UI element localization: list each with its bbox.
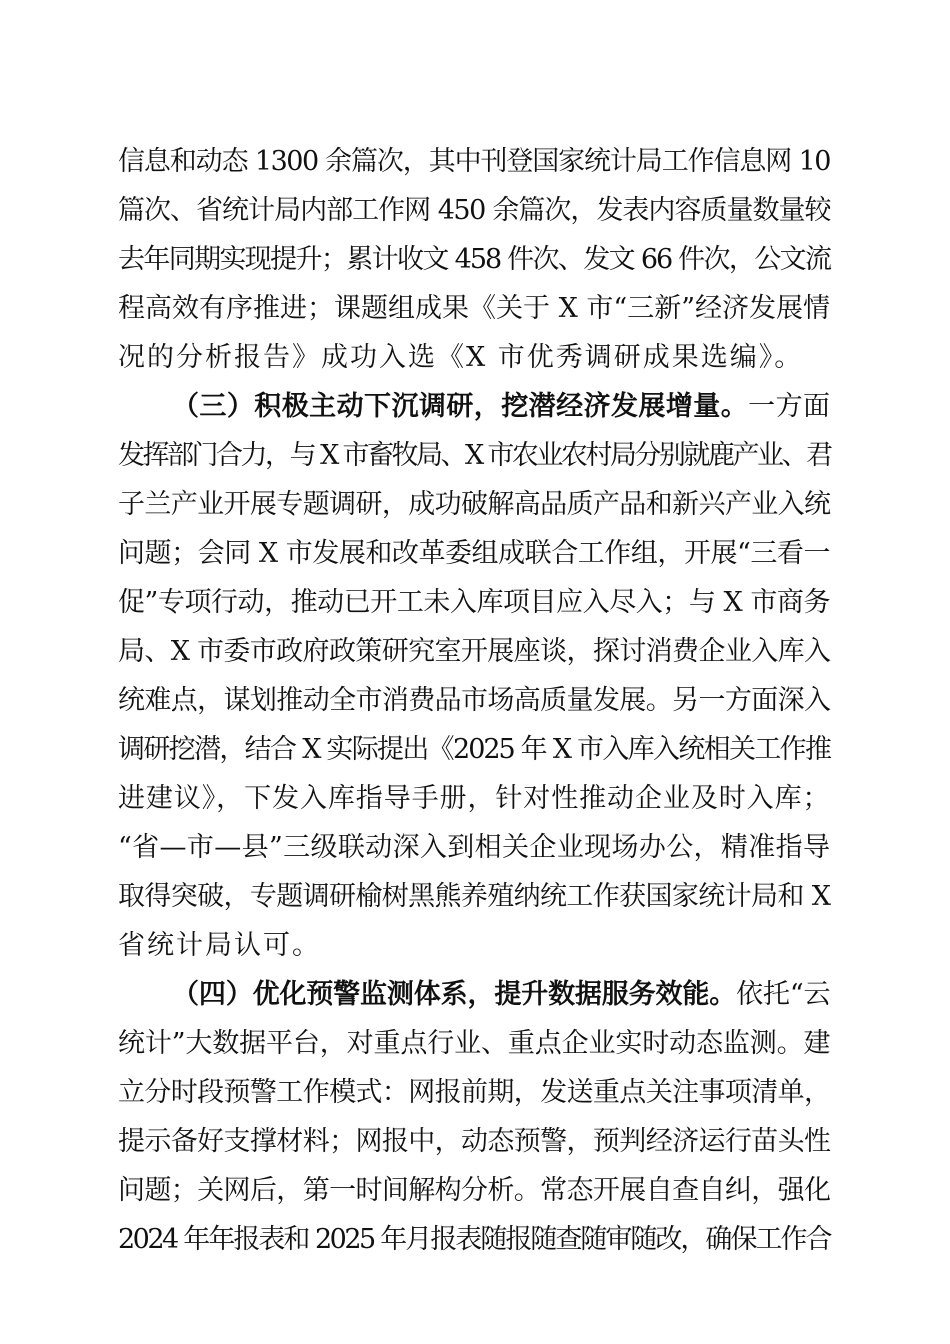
paragraph-line: 2024 年年报表和 2025 年月报表随报随查随审随改，确保工作合: [118, 1224, 830, 1255]
paragraph-line: 篇次、省统计局内部工作网 450 余篇次，发表内容质量数量较: [118, 195, 830, 226]
paragraph-line: “省—市—县”三级联动深入到相关企业现场办公，精准指导: [118, 832, 830, 863]
paragraph-line: 进建议》，下发入库指导手册，针对性推动企业及时入库；: [118, 783, 830, 814]
paragraph-line: 去年同期实现提升；累计收文 458 件次、发文 66 件次，公文流: [118, 244, 830, 275]
section-four-heading: （四）优化预警监测体系，提升数据服务效能。: [172, 979, 737, 1010]
paragraph-line: 调研挖潜，结合 X 实际提出《2025 年 X 市入库入统相关工作推: [118, 734, 830, 765]
paragraph-line: 发挥部门合力，与 X 市畜牧局、X 市农业农村局分别就鹿产业、君: [118, 440, 830, 471]
paragraph-line: 问题；会同 X 市发展和改革委组成联合工作组，开展“三看一: [118, 538, 830, 569]
section-four-text: 依托“云: [736, 979, 830, 1010]
paragraph-line: 促”专项行动，推动已开工未入库项目应入尽入；与 X 市商务: [118, 587, 830, 618]
paragraph-line: 问题；关网后，第一时间解构分析。常态开展自查自纠，强化: [118, 1175, 830, 1206]
paragraph-line: 取得突破，专题调研榆树黑熊养殖纳统工作获国家统计局和 X: [118, 881, 830, 912]
section-heading-line: [172, 391, 830, 423]
section-three-heading: （三）积极主动下沉调研，挖潜经济发展增量。: [172, 391, 749, 422]
paragraph-line: 局、X 市委市政府政策研究室开展座谈，探讨消费企业入库入: [118, 636, 830, 667]
paragraph-line: 子兰产业开展专题调研，成功破解高品质产品和新兴产业入统: [118, 489, 830, 520]
paragraph-line: 提示备好支撑材料；网报中，动态预警，预判经济运行苗头性: [118, 1126, 830, 1157]
paragraph-line: 程高效有序推进；课题组成果《关于 X 市“三新”经济发展情: [118, 293, 830, 324]
section-heading-line: [172, 979, 830, 1011]
paragraph-line: 立分时段预警工作模式：网报前期，发送重点关注事项清单，: [118, 1077, 830, 1108]
paragraph-line: 信息和动态 1300 余篇次，其中刊登国家统计局工作信息网 10: [118, 146, 830, 177]
paragraph-line: 省统计局认可。: [118, 930, 321, 961]
paragraph-line: 况的分析报告》成功入选《X 市优秀调研成果选编》。: [118, 342, 804, 373]
section-three-text: 一方面: [748, 391, 831, 422]
paragraph-line: 统难点，谋划推动全市消费品市场高质量发展。另一方面深入: [118, 685, 830, 716]
paragraph-line: 统计”大数据平台，对重点行业、重点企业实时动态监测。建: [118, 1028, 830, 1059]
